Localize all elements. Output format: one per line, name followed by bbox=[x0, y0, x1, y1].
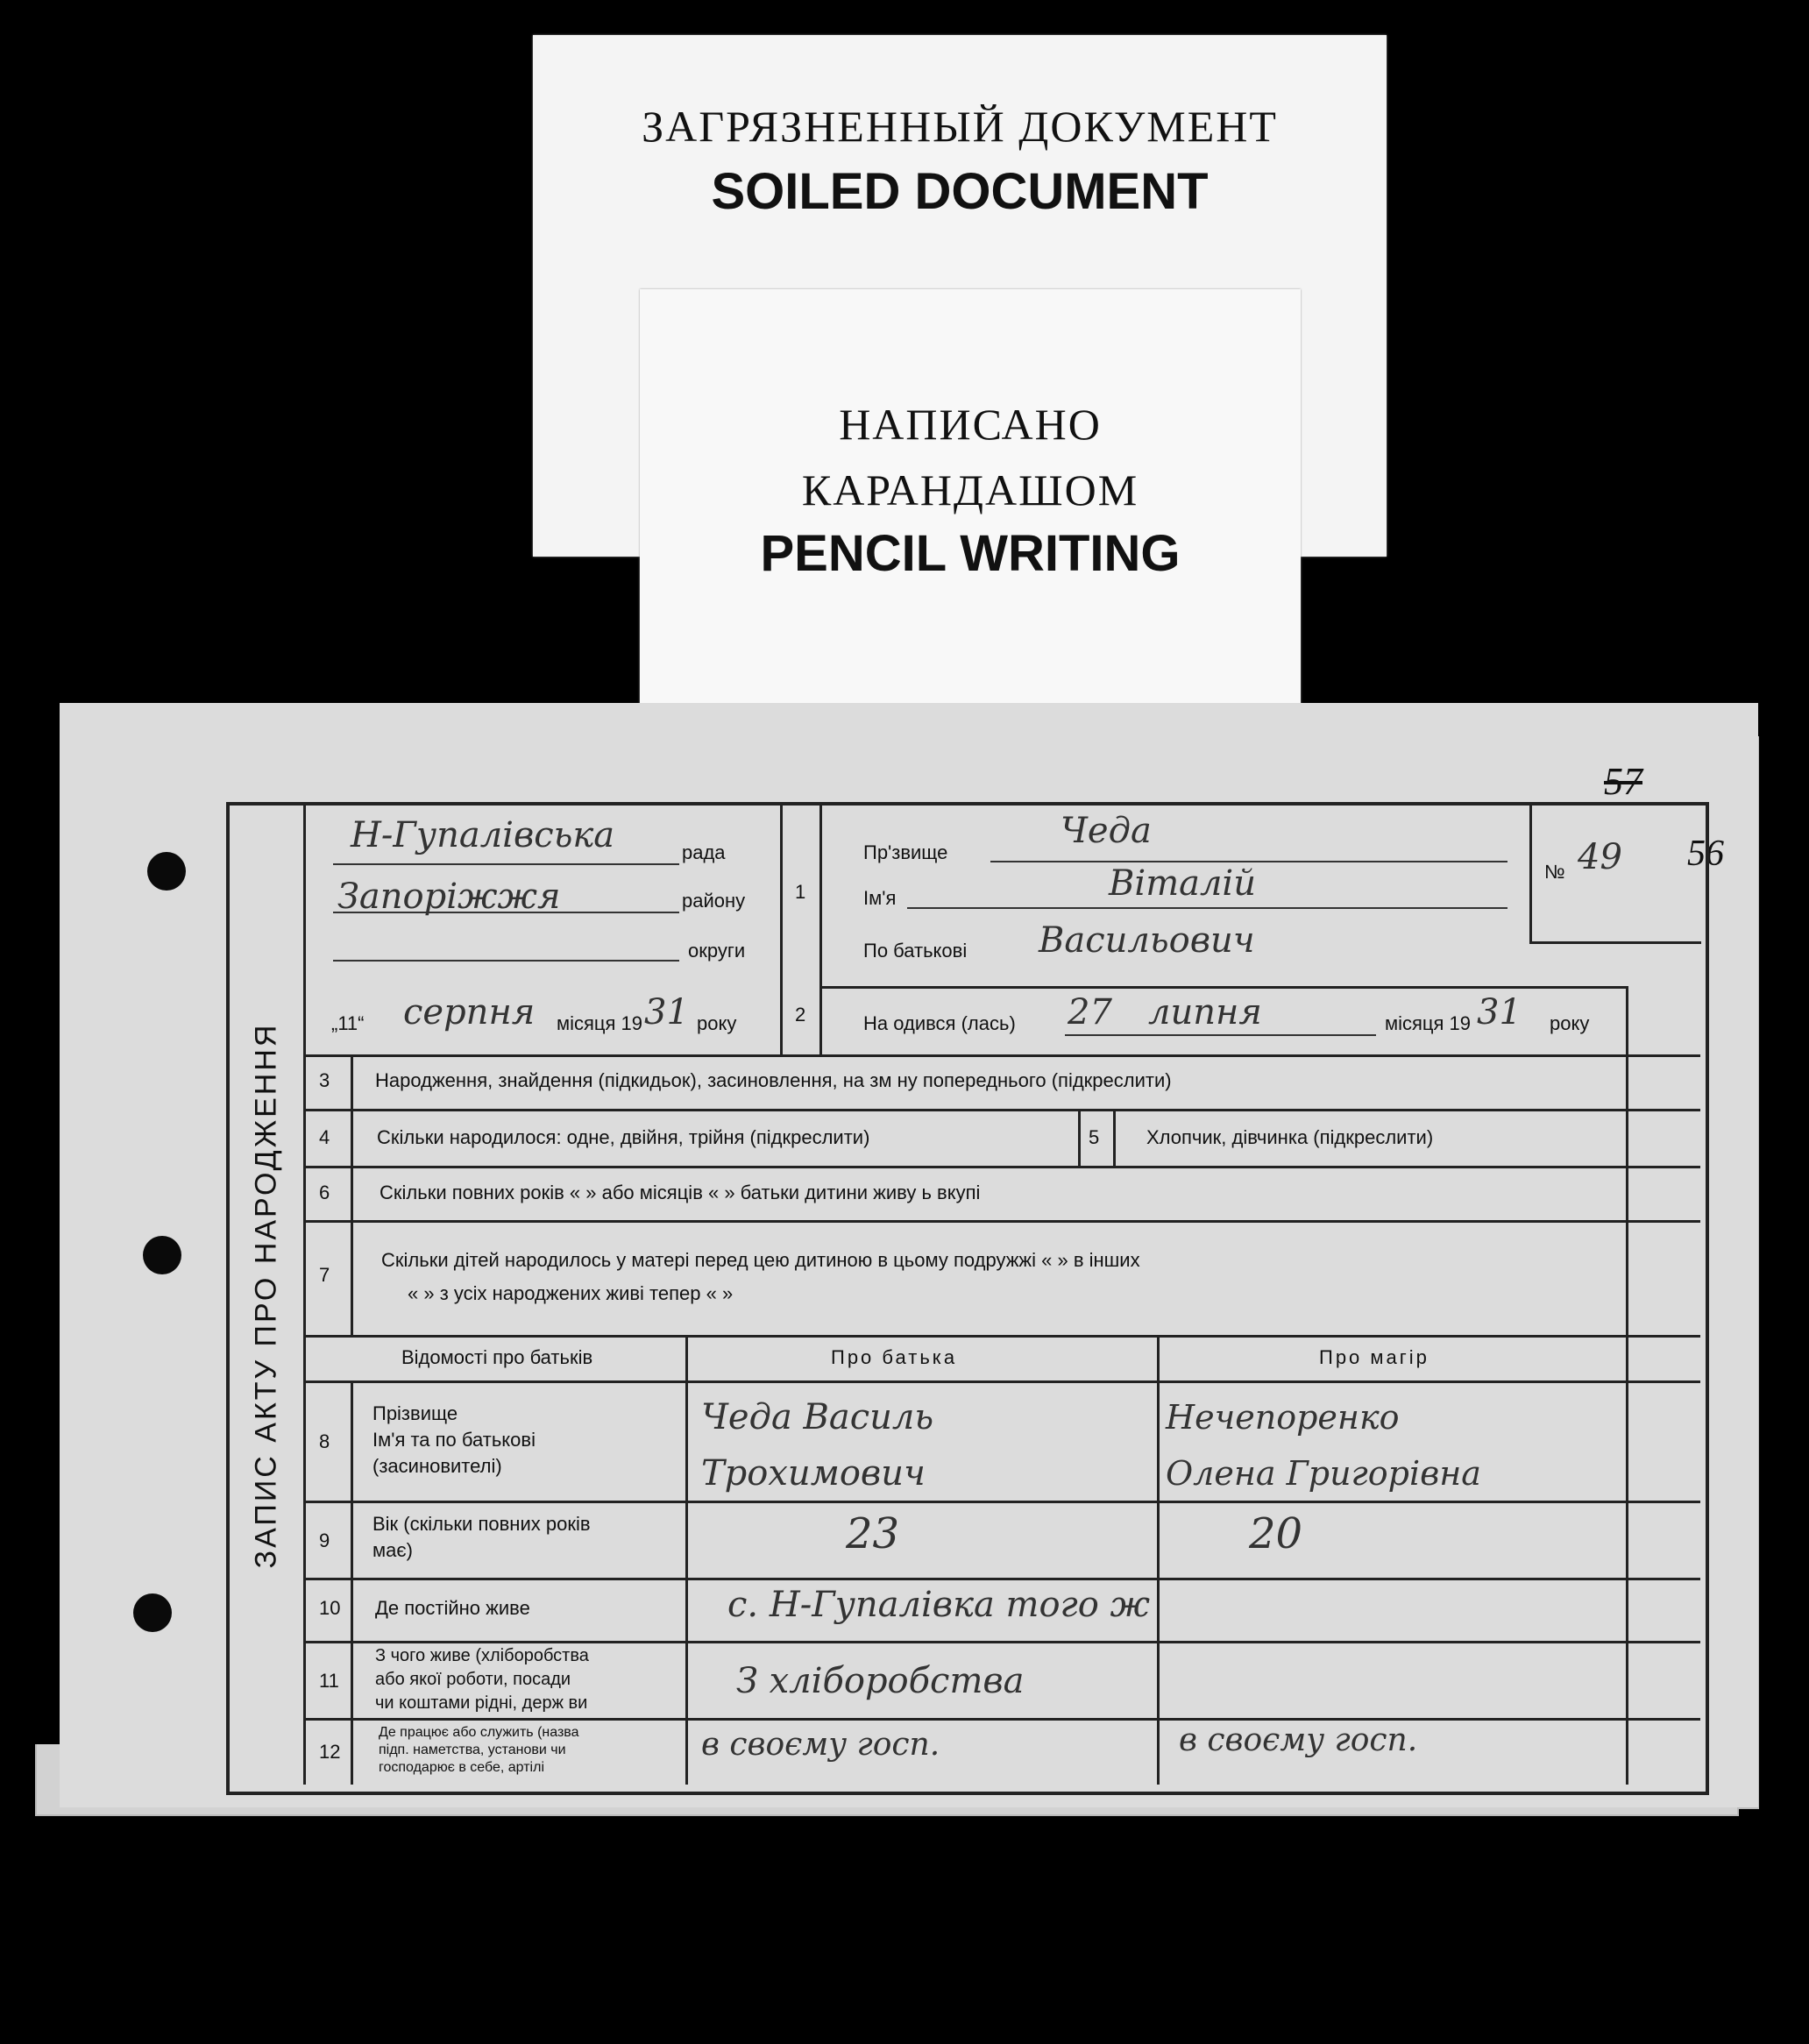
pencil-label-en: PENCIL WRITING bbox=[760, 525, 1181, 582]
divider bbox=[303, 1054, 1700, 1057]
pencil-writing-card bbox=[640, 289, 1301, 710]
row-number: 12 bbox=[319, 1741, 341, 1763]
divider bbox=[1529, 941, 1701, 944]
col-header-info: Відомості про батьків bbox=[401, 1346, 593, 1368]
divider bbox=[780, 806, 783, 1054]
row-3-text: Народження, знайдення (підкидьок), засиновлення, на зм ну попереднього (підкреслити) bbox=[375, 1069, 1172, 1091]
divider bbox=[303, 1718, 1700, 1721]
divider bbox=[819, 806, 822, 1054]
father-residence: с. Н-Гупалівка того ж bbox=[727, 1585, 1151, 1625]
rada-label: рада bbox=[682, 841, 726, 863]
mother-name: Нечепоренко Олена Григорівна bbox=[1166, 1398, 1481, 1493]
record-day: „11“ bbox=[331, 1012, 365, 1034]
rada-value: Н-Гупалівська bbox=[351, 815, 615, 855]
name-label: Ім'я bbox=[863, 887, 897, 909]
mother-age: 20 bbox=[1249, 1509, 1303, 1558]
row-7-line1: Скільки дітей народилось у матері перед цею дитиною в цьому подружжі « » в інших bbox=[381, 1249, 1140, 1271]
divider bbox=[1078, 1109, 1081, 1166]
row-number: 4 bbox=[319, 1126, 330, 1148]
row-number: 9 bbox=[319, 1529, 330, 1551]
row-10-label: Де постійно живе bbox=[375, 1597, 530, 1619]
month-label: місяця 19 bbox=[1385, 1012, 1472, 1034]
divider bbox=[303, 1220, 1700, 1223]
underline bbox=[333, 863, 679, 865]
col-header-father: Про батька bbox=[831, 1346, 958, 1368]
rayon-label: району bbox=[682, 890, 746, 912]
section-number: 1 bbox=[795, 881, 806, 903]
punch-hole-icon bbox=[143, 1236, 181, 1274]
soiled-label-ru: ЗАГРЯЗНЕННЫЙ ДОКУМЕНТ bbox=[642, 102, 1278, 151]
divider bbox=[303, 1166, 1700, 1168]
row-11-label: З чого живе (хліборобства або якої роботи, посади чи коштами рідні, держ ви bbox=[375, 1646, 589, 1713]
row-4-text: Скільки народилося: одне, двійня, трійня (підкреслити) bbox=[377, 1126, 870, 1148]
underline bbox=[1065, 1034, 1376, 1036]
record-number: 49 bbox=[1578, 837, 1622, 877]
row-5-text: Хлопчик, дівчинка (підкреслити) bbox=[1146, 1126, 1434, 1148]
surname-label: Пр'звище bbox=[863, 841, 948, 863]
divider bbox=[303, 1578, 1700, 1580]
col-header-mother: Про магір bbox=[1319, 1346, 1429, 1368]
born-month: липня bbox=[1148, 992, 1262, 1033]
record-number-label: № bbox=[1544, 861, 1565, 883]
divider bbox=[819, 986, 1626, 989]
year-label: року bbox=[1550, 1012, 1590, 1034]
sheet-number: 56 bbox=[1687, 834, 1724, 874]
divider bbox=[351, 1380, 353, 1785]
underline bbox=[990, 861, 1508, 862]
pencil-label-ru-line1: НАПИСАНО bbox=[839, 400, 1102, 449]
divider bbox=[1626, 986, 1628, 1054]
vertical-title: ЗАПИС АКТУ ПРО НАРОДЖЕННЯ bbox=[230, 806, 306, 1785]
row-number: 3 bbox=[319, 1069, 330, 1091]
sheet-number-struck: 57 bbox=[1604, 760, 1642, 803]
divider bbox=[1113, 1109, 1116, 1166]
mother-workplace: в своєму госп. bbox=[1179, 1722, 1418, 1758]
section-number: 2 bbox=[795, 1004, 806, 1026]
punch-hole-icon bbox=[147, 852, 186, 891]
underline bbox=[333, 912, 679, 913]
divider bbox=[303, 1335, 1700, 1338]
month-label: місяця 19 bbox=[557, 1012, 643, 1034]
pencil-label-ru-line2: КАРАНДАШОМ bbox=[801, 465, 1139, 515]
divider bbox=[303, 1641, 1700, 1643]
surname-value: Чеда bbox=[1061, 811, 1152, 851]
punch-hole-icon bbox=[133, 1593, 172, 1632]
divider bbox=[303, 1501, 1700, 1503]
divider bbox=[1529, 806, 1532, 944]
rayon-value: Запоріжжя bbox=[337, 877, 561, 917]
patronymic-label: По батькові bbox=[863, 940, 968, 962]
father-occupation: З хліборобства bbox=[736, 1661, 1025, 1701]
row-8-label: Прізвище Ім'я та по батькові (засиновителі) bbox=[372, 1402, 536, 1477]
underline bbox=[333, 960, 679, 962]
name-value: Віталій bbox=[1109, 863, 1256, 904]
row-number: 11 bbox=[319, 1670, 339, 1692]
row-number: 6 bbox=[319, 1182, 330, 1203]
row-9-label: Вік (скільки повних років має) bbox=[372, 1513, 591, 1561]
divider bbox=[303, 1109, 1700, 1111]
divider bbox=[303, 1380, 1700, 1383]
row-number: 10 bbox=[319, 1597, 341, 1619]
father-age: 23 bbox=[846, 1509, 900, 1558]
row-6-text: Скільки повних років « » або місяців « » батьки дитини живу ь вкупі bbox=[380, 1182, 981, 1203]
divider bbox=[1626, 1054, 1628, 1335]
born-label: На одився (лась) bbox=[863, 1012, 1016, 1034]
record-year: 31 bbox=[644, 992, 689, 1033]
underline bbox=[907, 907, 1508, 909]
row-number: 5 bbox=[1089, 1126, 1100, 1148]
father-name: Чеда Василь Трохимович bbox=[701, 1397, 934, 1494]
row-7-line2: « » з усіх народжених живі тепер « » bbox=[408, 1282, 734, 1304]
patronymic-value: Васильович bbox=[1039, 920, 1255, 961]
divider bbox=[351, 1054, 353, 1335]
soiled-label-en: SOILED DOCUMENT bbox=[711, 163, 1209, 220]
row-12-label: Де працює або служить (назва підп. наметства, установи чи господарює в себе, артілі bbox=[379, 1725, 579, 1775]
row-number: 7 bbox=[319, 1264, 330, 1286]
year-label: року bbox=[697, 1012, 737, 1034]
okruha-label: округи bbox=[688, 940, 746, 962]
row-number: 8 bbox=[319, 1430, 330, 1452]
born-day: 27 bbox=[1068, 992, 1112, 1033]
born-year: 31 bbox=[1477, 992, 1522, 1033]
record-month: серпня bbox=[403, 992, 536, 1033]
father-workplace: в своєму госп. bbox=[701, 1727, 940, 1763]
